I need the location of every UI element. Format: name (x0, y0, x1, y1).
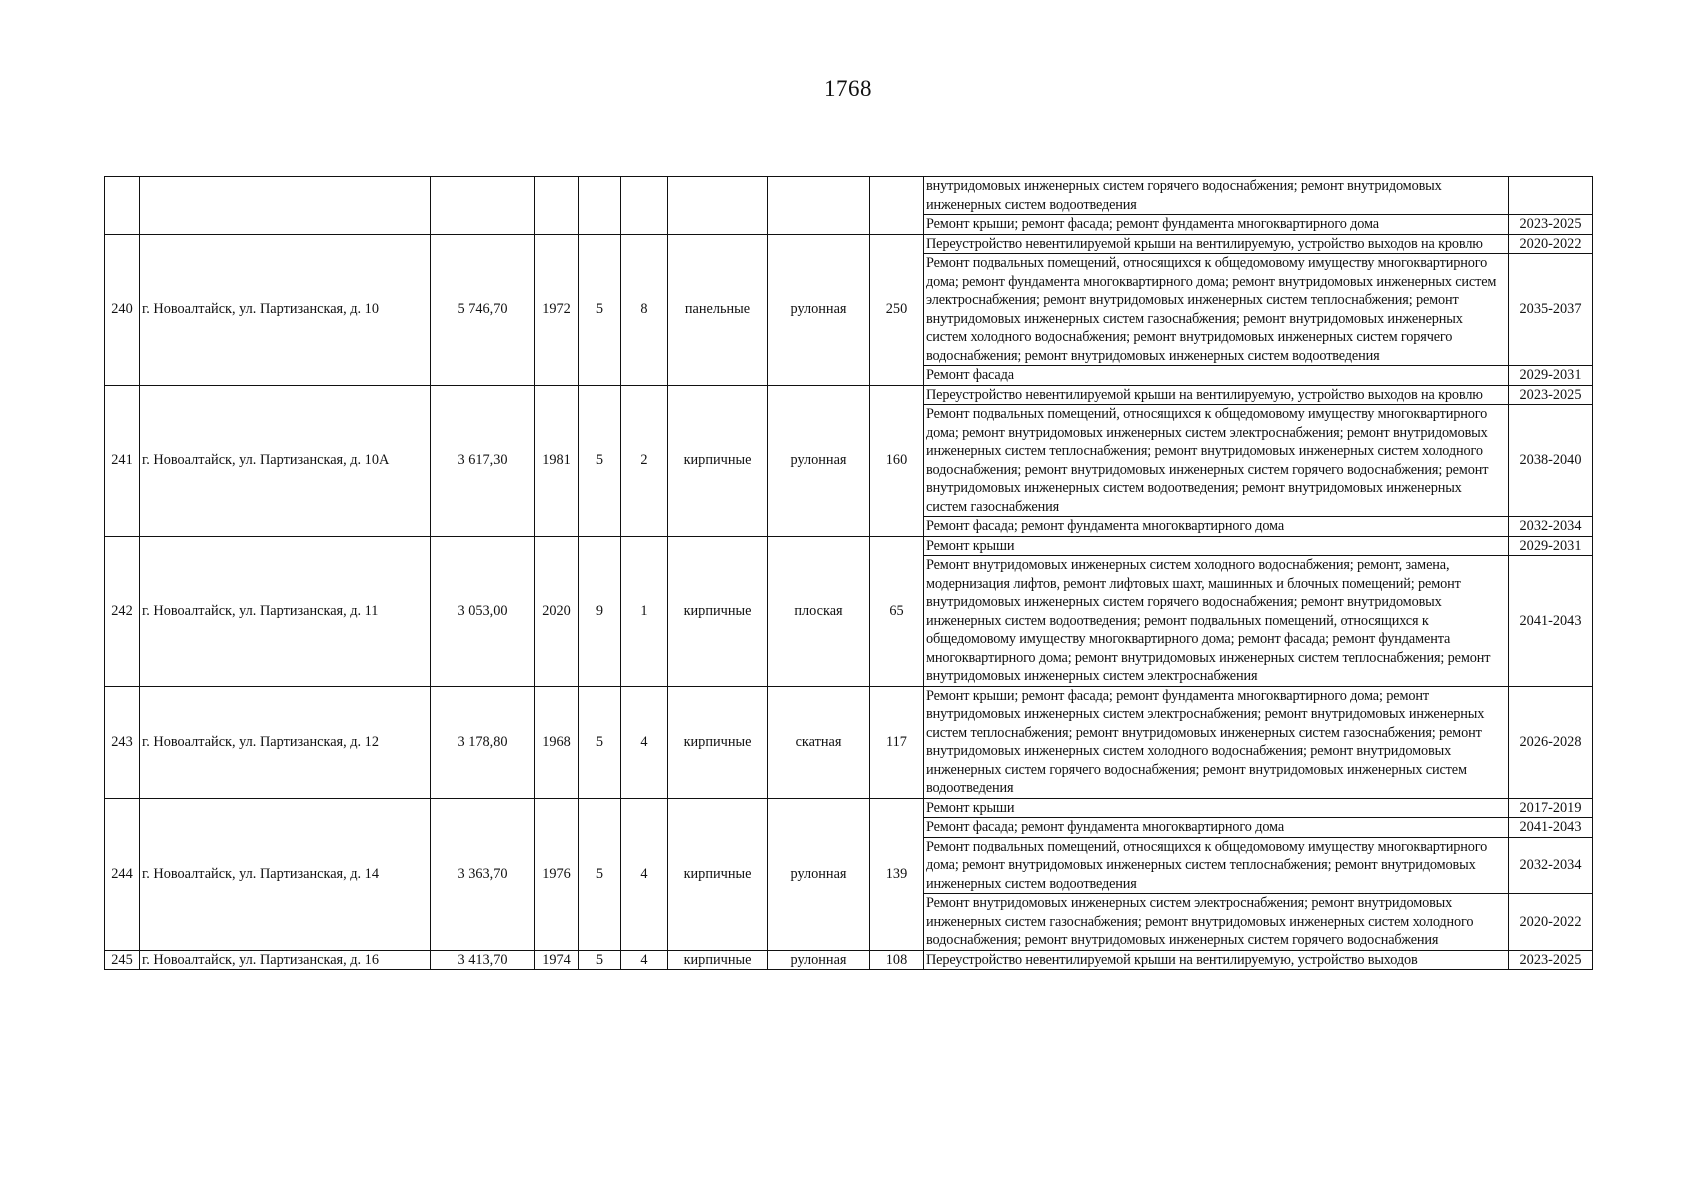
table-row (105, 234, 1593, 254)
area-cell: 3 178,80 (431, 686, 535, 798)
area-cell: 5 746,70 (431, 234, 535, 385)
area-cell: 3 053,00 (431, 536, 535, 686)
record-number: 243 (105, 686, 140, 798)
table-row (105, 950, 1593, 970)
period-cell: 2041-2043 (1509, 818, 1593, 838)
works-cell: Ремонт внутридомовых инженерных систем электроснабжения; ремонт внутридомовых инженерных систем газоснабжения; ремонт внутридомовых инженерных систем холодного водоснабжения; ремонт внутридомовых инженерных систем горячего водоснабжения (924, 894, 1509, 951)
wall-material-cell: кирпичные (668, 385, 768, 536)
works-cell: Ремонт внутридомовых инженерных систем холодного водоснабжения; ремонт, замена, модернизация лифтов, ремонт лифтовых шахт, машинных и блочных помещений; ремонт внутридомовых инженерных систем горячего водоснабжения; ремонт внутридомовых инженерных систем водоотведения; ремонт подвальных помещений, относящихся к общедомовому имуществу многоквартирного дома; ремонт фасада; ремонт фундамента многоквартирного дома; ремонт внутридомовых инженерных систем теплоснабжения; ремонт внутридомовых инженерных систем электроснабжения (924, 556, 1509, 687)
continuation-empty-cell (431, 177, 535, 235)
continuation-empty-cell (621, 177, 668, 235)
works-cell: Ремонт фасада (924, 366, 1509, 386)
address-cell: г. Новоалтайск, ул. Партизанская, д. 12 (140, 686, 431, 798)
continuation-empty-cell (105, 177, 140, 235)
period-cell: 2023-2025 (1509, 385, 1593, 405)
continuation-empty-cell (579, 177, 621, 235)
year-cell: 1976 (535, 798, 579, 950)
residents-cell: 160 (870, 385, 924, 536)
housing-registry-table (104, 176, 1593, 970)
year-cell: 2020 (535, 536, 579, 686)
wall-material-cell: панельные (668, 234, 768, 385)
period-cell: 2029-2031 (1509, 536, 1593, 556)
roof-type-cell: рулонная (768, 234, 870, 385)
roof-type-cell: рулонная (768, 385, 870, 536)
works-cell: Переустройство невентилируемой крыши на вентилируемую, устройство выходов на кровлю (924, 385, 1509, 405)
continuation-empty-cell (768, 177, 870, 235)
year-cell: 1981 (535, 385, 579, 536)
works-cell: Ремонт фасада; ремонт фундамента многоквартирного дома (924, 517, 1509, 537)
period-cell: 2041-2043 (1509, 556, 1593, 687)
floors-cell: 5 (579, 385, 621, 536)
continuation-empty-cell (668, 177, 768, 235)
floors-cell: 5 (579, 950, 621, 970)
entrances-cell: 2 (621, 385, 668, 536)
residents-cell: 65 (870, 536, 924, 686)
continuation-empty-cell (140, 177, 431, 235)
floors-cell: 5 (579, 798, 621, 950)
entrances-cell: 4 (621, 798, 668, 950)
works-cell: Ремонт подвальных помещений, относящихся к общедомовому имуществу многоквартирного дома; ремонт фундамента многоквартирного дома; ремонт внутридомовых инженерных систем электроснабжения; ремонт внутридомовых инженерных систем теплоснабжения; ремонт внутридомовых инженерных систем газоснабжения; ремонт внутридомовых инженерных систем холодного водоснабжения; ремонт внутридомовых инженерных систем горячего водоснабжения; ремонт внутридомовых инженерных систем водоотведения (924, 254, 1509, 366)
record-number: 245 (105, 950, 140, 970)
residents-cell: 117 (870, 686, 924, 798)
record-number: 242 (105, 536, 140, 686)
roof-type-cell: плоская (768, 536, 870, 686)
floors-cell: 5 (579, 234, 621, 385)
period-cell: 2038-2040 (1509, 405, 1593, 517)
wall-material-cell: кирпичные (668, 536, 768, 686)
area-cell: 3 363,70 (431, 798, 535, 950)
period-cell: 2032-2034 (1509, 837, 1593, 894)
residents-cell: 250 (870, 234, 924, 385)
period-cell: 2023-2025 (1509, 950, 1593, 970)
table-row (105, 385, 1593, 405)
table-row (105, 177, 1593, 215)
period-cell: 2020-2022 (1509, 234, 1593, 254)
table-row (105, 536, 1593, 556)
period-cell: 2035-2037 (1509, 254, 1593, 366)
area-cell: 3 413,70 (431, 950, 535, 970)
floors-cell: 9 (579, 536, 621, 686)
wall-material-cell: кирпичные (668, 950, 768, 970)
continuation-empty-cell (870, 177, 924, 235)
works-cell: Ремонт крыши; ремонт фасада; ремонт фундамента многоквартирного дома (924, 215, 1509, 235)
year-cell: 1968 (535, 686, 579, 798)
works-cell: Ремонт крыши (924, 536, 1509, 556)
entrances-cell: 4 (621, 686, 668, 798)
record-number: 240 (105, 234, 140, 385)
roof-type-cell: скатная (768, 686, 870, 798)
period-cell (1509, 177, 1593, 215)
area-cell: 3 617,30 (431, 385, 535, 536)
address-cell: г. Новоалтайск, ул. Партизанская, д. 10А (140, 385, 431, 536)
wall-material-cell: кирпичные (668, 798, 768, 950)
record-number: 244 (105, 798, 140, 950)
registry-body (105, 177, 1593, 970)
works-cell: Ремонт фасада; ремонт фундамента многоквартирного дома (924, 818, 1509, 838)
address-cell: г. Новоалтайск, ул. Партизанская, д. 14 (140, 798, 431, 950)
floors-cell: 5 (579, 686, 621, 798)
works-cell: Ремонт крыши; ремонт фасада; ремонт фундамента многоквартирного дома; ремонт внутридомовых инженерных систем электроснабжения; ремонт внутридомовых инженерных систем теплоснабжения; ремонт внутридомовых инженерных систем газоснабжения; ремонт внутридомовых инженерных систем холодного водоснабжения; ремонт внутридомовых инженерных систем горячего водоснабжения; ремонт внутридомовых инженерных систем водоотведения (924, 686, 1509, 798)
works-cell: Переустройство невентилируемой крыши на вентилируемую, устройство выходов (924, 950, 1509, 970)
period-cell: 2032-2034 (1509, 517, 1593, 537)
continuation-empty-cell (535, 177, 579, 235)
page-number: 1768 (824, 76, 872, 101)
entrances-cell: 8 (621, 234, 668, 385)
year-cell: 1972 (535, 234, 579, 385)
table-row (105, 686, 1593, 798)
works-cell: Ремонт подвальных помещений, относящихся к общедомовому имуществу многоквартирного дома; ремонт внутридомовых инженерных систем теплоснабжения; ремонт внутридомовых инженерных систем водоотведения (924, 837, 1509, 894)
works-cell: Ремонт подвальных помещений, относящихся к общедомовому имуществу многоквартирного дома; ремонт внутридомовых инженерных систем электроснабжения; ремонт внутридомовых инженерных систем теплоснабжения; ремонт внутридомовых инженерных систем холодного водоснабжения; ремонт внутридомовых инженерных систем горячего водоснабжения; ремонт внутридомовых инженерных систем водоотведения; ремонт внутридомовых инженерных систем газоснабжения (924, 405, 1509, 517)
roof-type-cell: рулонная (768, 950, 870, 970)
year-cell: 1974 (535, 950, 579, 970)
address-cell: г. Новоалтайск, ул. Партизанская, д. 11 (140, 536, 431, 686)
period-cell: 2026-2028 (1509, 686, 1593, 798)
works-cell: Переустройство невентилируемой крыши на вентилируемую, устройство выходов на кровлю (924, 234, 1509, 254)
residents-cell: 139 (870, 798, 924, 950)
period-cell: 2017-2019 (1509, 798, 1593, 818)
roof-type-cell: рулонная (768, 798, 870, 950)
works-cell: внутридомовых инженерных систем горячего водоснабжения; ремонт внутридомовых инженерных систем водоотведения (924, 177, 1509, 215)
address-cell: г. Новоалтайск, ул. Партизанская, д. 16 (140, 950, 431, 970)
table-row (105, 798, 1593, 818)
entrances-cell: 4 (621, 950, 668, 970)
wall-material-cell: кирпичные (668, 686, 768, 798)
address-cell: г. Новоалтайск, ул. Партизанская, д. 10 (140, 234, 431, 385)
period-cell: 2020-2022 (1509, 894, 1593, 951)
period-cell: 2029-2031 (1509, 366, 1593, 386)
period-cell: 2023-2025 (1509, 215, 1593, 235)
works-cell: Ремонт крыши (924, 798, 1509, 818)
residents-cell: 108 (870, 950, 924, 970)
entrances-cell: 1 (621, 536, 668, 686)
record-number: 241 (105, 385, 140, 536)
